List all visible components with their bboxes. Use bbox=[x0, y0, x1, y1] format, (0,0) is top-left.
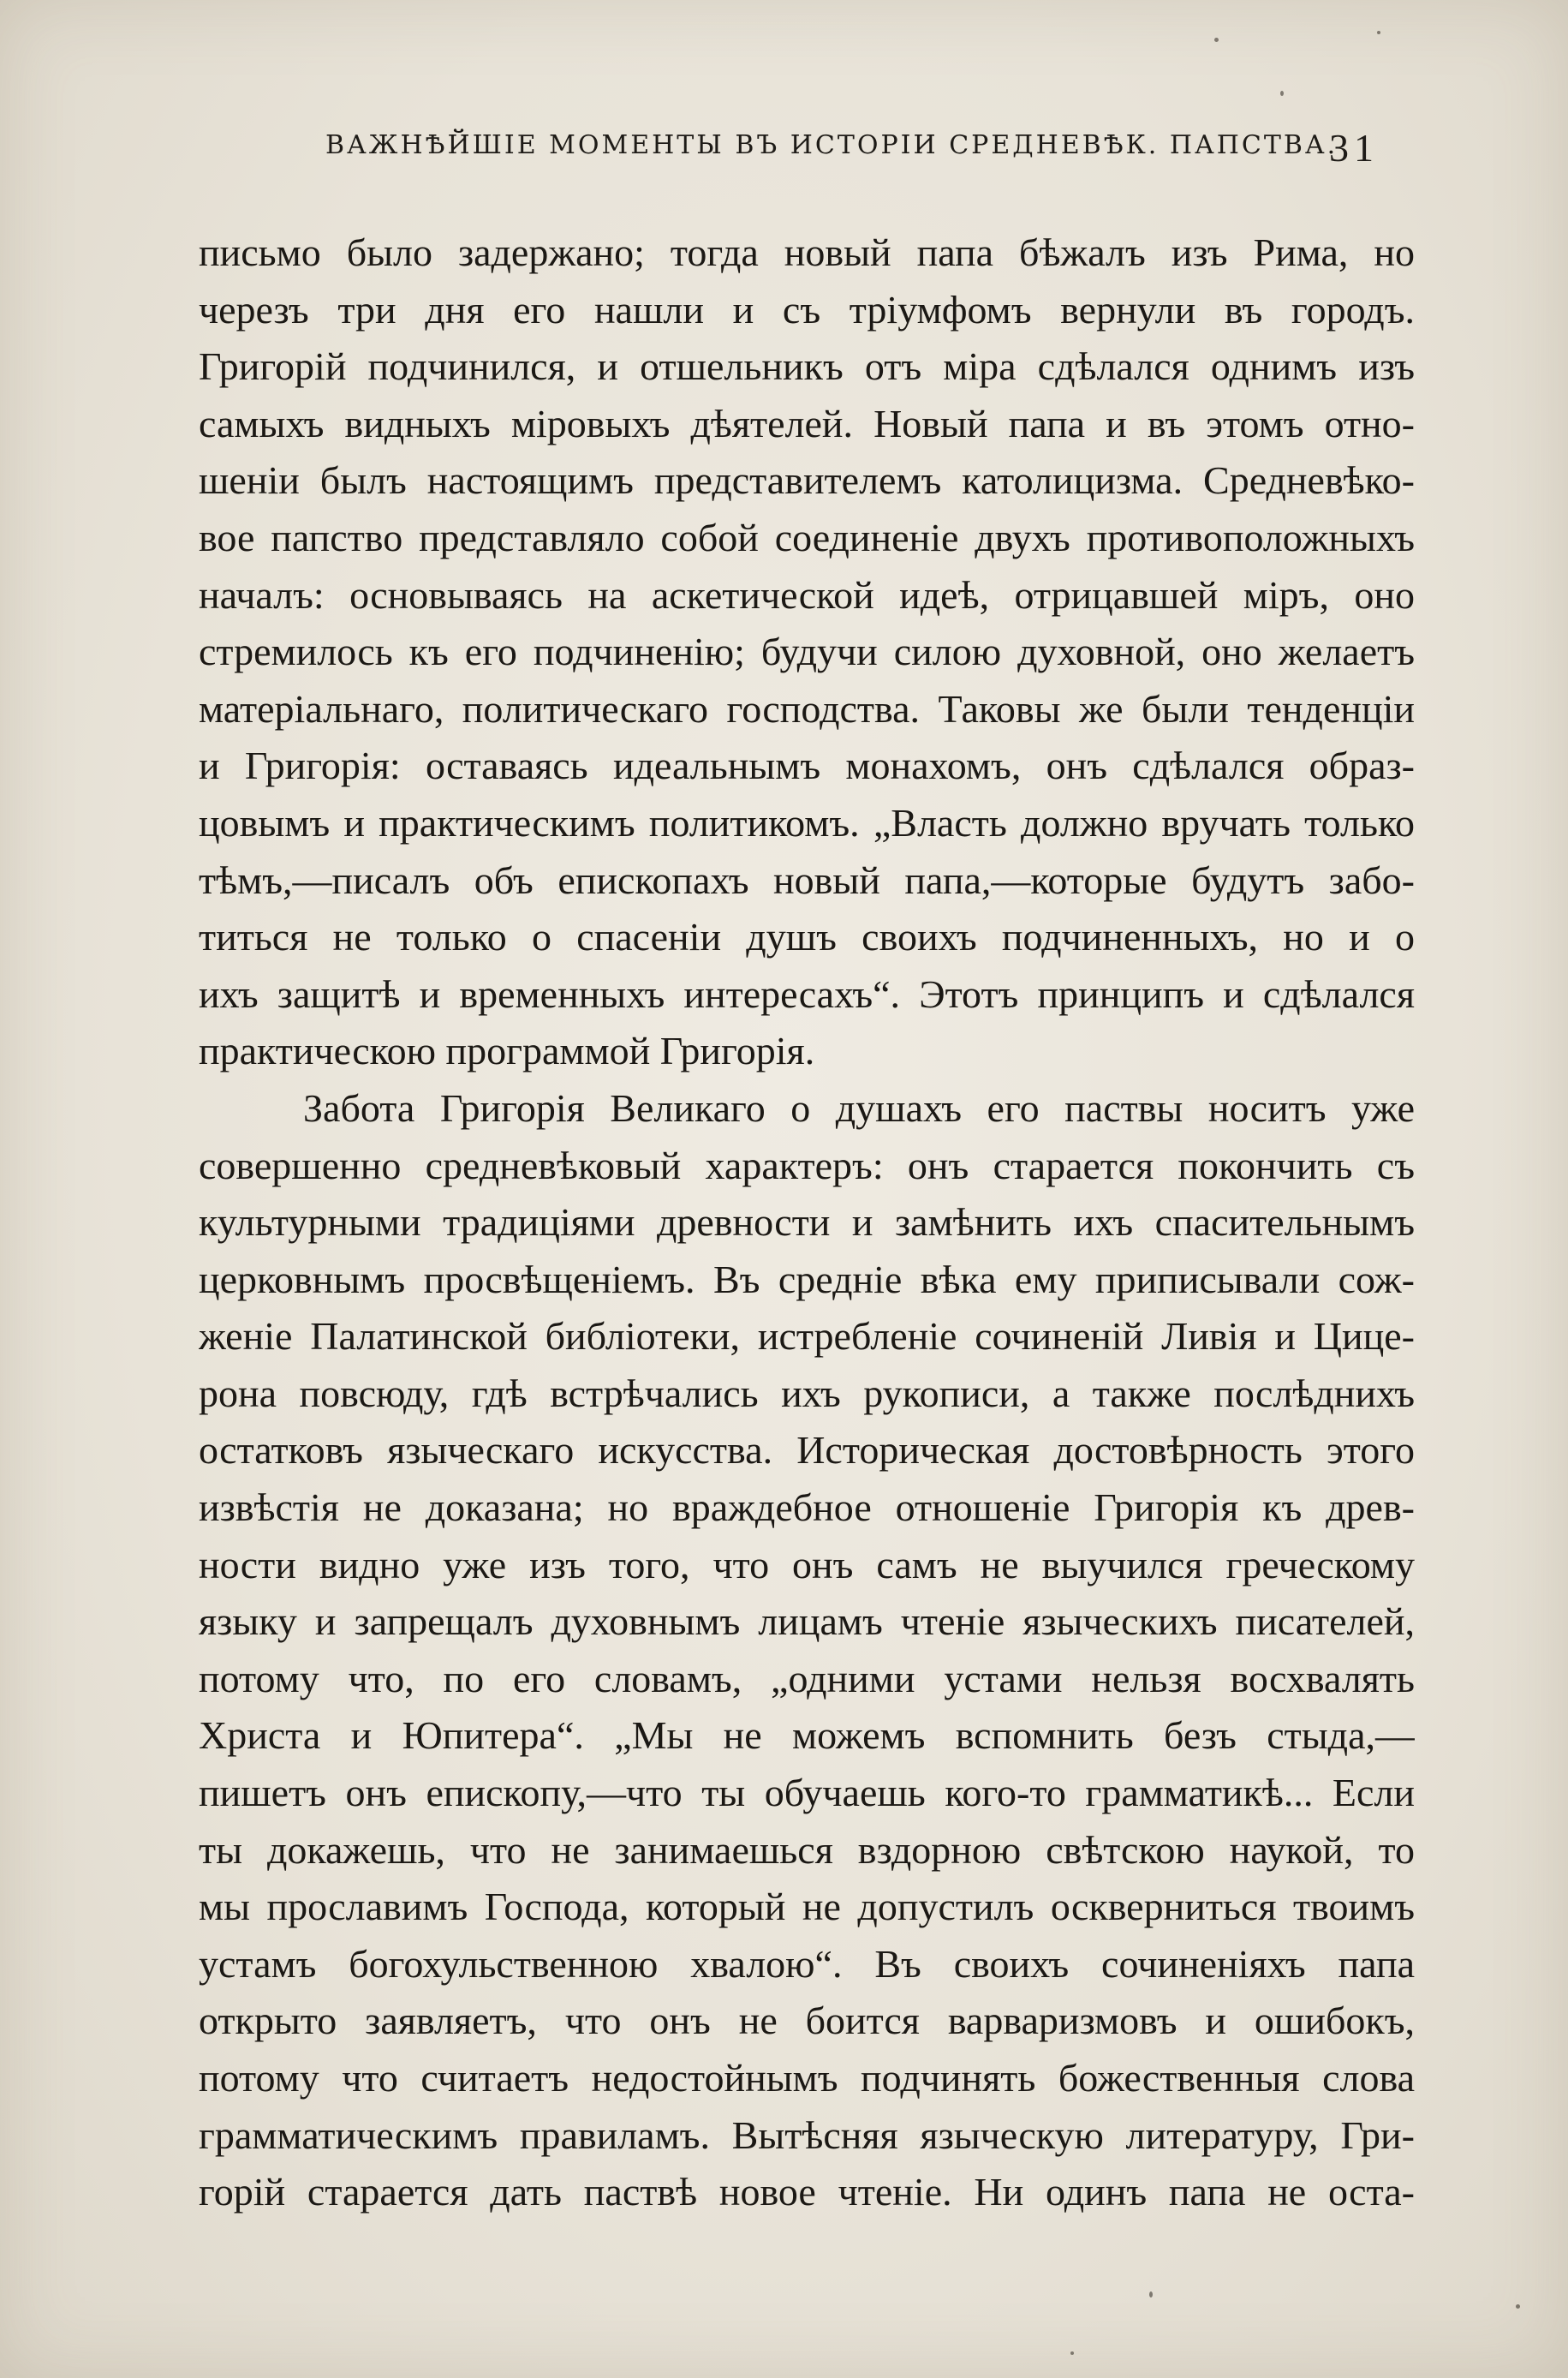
text-line: вое папство представляло собой соединеніе двухъ противоположныхъ bbox=[199, 515, 1415, 559]
text-line: матеріальнаго, политическаго господства. Таковы же были тенденціи bbox=[199, 686, 1415, 731]
paragraph-end-line: практическою программой Григорія. bbox=[199, 1029, 815, 1073]
text-line: стремилось къ его подчиненію; будучи силою духовной, оно желаетъ bbox=[199, 630, 1415, 674]
text-line: горій старается дать паствѣ новое чтеніе. Ни одинъ папа не оста- bbox=[199, 2170, 1415, 2214]
text-line: остатковъ языческаго искусства. Историческая достовѣрность этого bbox=[199, 1428, 1415, 1473]
paper-speck bbox=[1070, 2351, 1074, 2355]
text-line: шеніи былъ настоящимъ представителемъ католицизма. Средневѣко- bbox=[199, 458, 1415, 503]
text-line: пишетъ онъ епископу,—что ты обучаешь кого-то грамматикѣ... Если bbox=[199, 1771, 1415, 1815]
text-line: ихъ защитѣ и временныхъ интересахъ“. Этотъ принципъ и сдѣлался bbox=[199, 971, 1415, 1016]
text-line: устамъ богохульственною хвалою“. Въ своихъ сочиненіяхъ папа bbox=[199, 1941, 1415, 1986]
text-line: языку и запрещалъ духовнымъ лицамъ чтеніе языческихъ писателей, bbox=[199, 1599, 1415, 1644]
text-line: Христа и Юпитера“. „Мы не можемъ вспомнить безъ стыда,— bbox=[199, 1713, 1415, 1758]
text-line: Григорій подчинился, и отшельникъ отъ міра сдѣлался однимъ изъ bbox=[199, 344, 1415, 389]
text-line: письмо было задержано; тогда новый папа бѣжалъ изъ Рима, но bbox=[199, 230, 1415, 274]
text-line: ности видно уже изъ того, что онъ самъ не выучился греческому bbox=[199, 1542, 1415, 1586]
paragraph-first-line: Забота Григорія Великаго о душахъ его паствы носитъ уже bbox=[303, 1085, 1415, 1130]
paper-speck bbox=[1377, 31, 1380, 34]
text-line: цовымъ и практическимъ политикомъ. „Власть должно вручать только bbox=[199, 800, 1415, 845]
text-line: грамматическимъ правиламъ. Вытѣсняя языческую литературу, Гри- bbox=[199, 2112, 1415, 2157]
text-line: открыто заявляетъ, что онъ не боится варваризмовъ и ошибокъ, bbox=[199, 1999, 1415, 2043]
text-line: самыхъ видныхъ міровыхъ дѣятелей. Новый папа и въ этомъ отно- bbox=[199, 401, 1415, 445]
running-title: ВАЖНѢЙШІЕ МОМЕНТЫ ВЪ ИСТОРІИ СРЕДНЕВѢК. ПАПСТВА. bbox=[325, 130, 1338, 160]
text-line: началъ: основываясь на аскетической идеѣ, отрицавшей міръ, оно bbox=[199, 572, 1415, 617]
text-line: мы прославимъ Господа, который не допустилъ оскверниться твоимъ bbox=[199, 1885, 1415, 1929]
page-number: 31 bbox=[1329, 126, 1379, 170]
paper-speck bbox=[1214, 38, 1219, 42]
paper-speck bbox=[1516, 2304, 1520, 2309]
text-line: церковнымъ просвѣщеніемъ. Въ средніе вѣка ему приписывали сож- bbox=[199, 1257, 1415, 1301]
text-line: извѣстія не доказана; но враждебное отношеніе Григорія къ древ- bbox=[199, 1485, 1415, 1530]
text-line: женіе Палатинской библіотеки, истребленіе сочиненій Ливія и Цице- bbox=[199, 1314, 1415, 1359]
paper-speck bbox=[1280, 91, 1284, 96]
text-line: черезъ три дня его нашли и съ тріумфомъ вернули въ городъ. bbox=[199, 287, 1415, 332]
text-line: потому что считаетъ недостойнымъ подчинять божественныя слова bbox=[199, 2056, 1415, 2100]
text-line: рона повсюду, гдѣ встрѣчались ихъ рукописи, а также послѣднихъ bbox=[199, 1371, 1415, 1415]
text-line: культурными традиціями древности и замѣнить ихъ спасительнымъ bbox=[199, 1200, 1415, 1245]
paper-speck bbox=[1149, 2291, 1153, 2297]
text-line: ты докажешь, что не занимаешься вздорною свѣтскою наукой, то bbox=[199, 1827, 1415, 1872]
body-text bbox=[199, 224, 1415, 2221]
text-line: совершенно средневѣковый характеръ: онъ старается покончить съ bbox=[199, 1143, 1415, 1187]
text-line: тѣмъ,—писалъ объ епископахъ новый папа,—которые будутъ забо- bbox=[199, 857, 1415, 902]
text-line: и Григорія: оставаясь идеальнымъ монахомъ, онъ сдѣлался образ- bbox=[199, 744, 1415, 788]
text-line: титься не только о спасеніи душъ своихъ подчиненныхъ, но и о bbox=[199, 915, 1415, 959]
text-line: потому что, по его словамъ, „одними устами нельзя восхвалять bbox=[199, 1656, 1415, 1700]
